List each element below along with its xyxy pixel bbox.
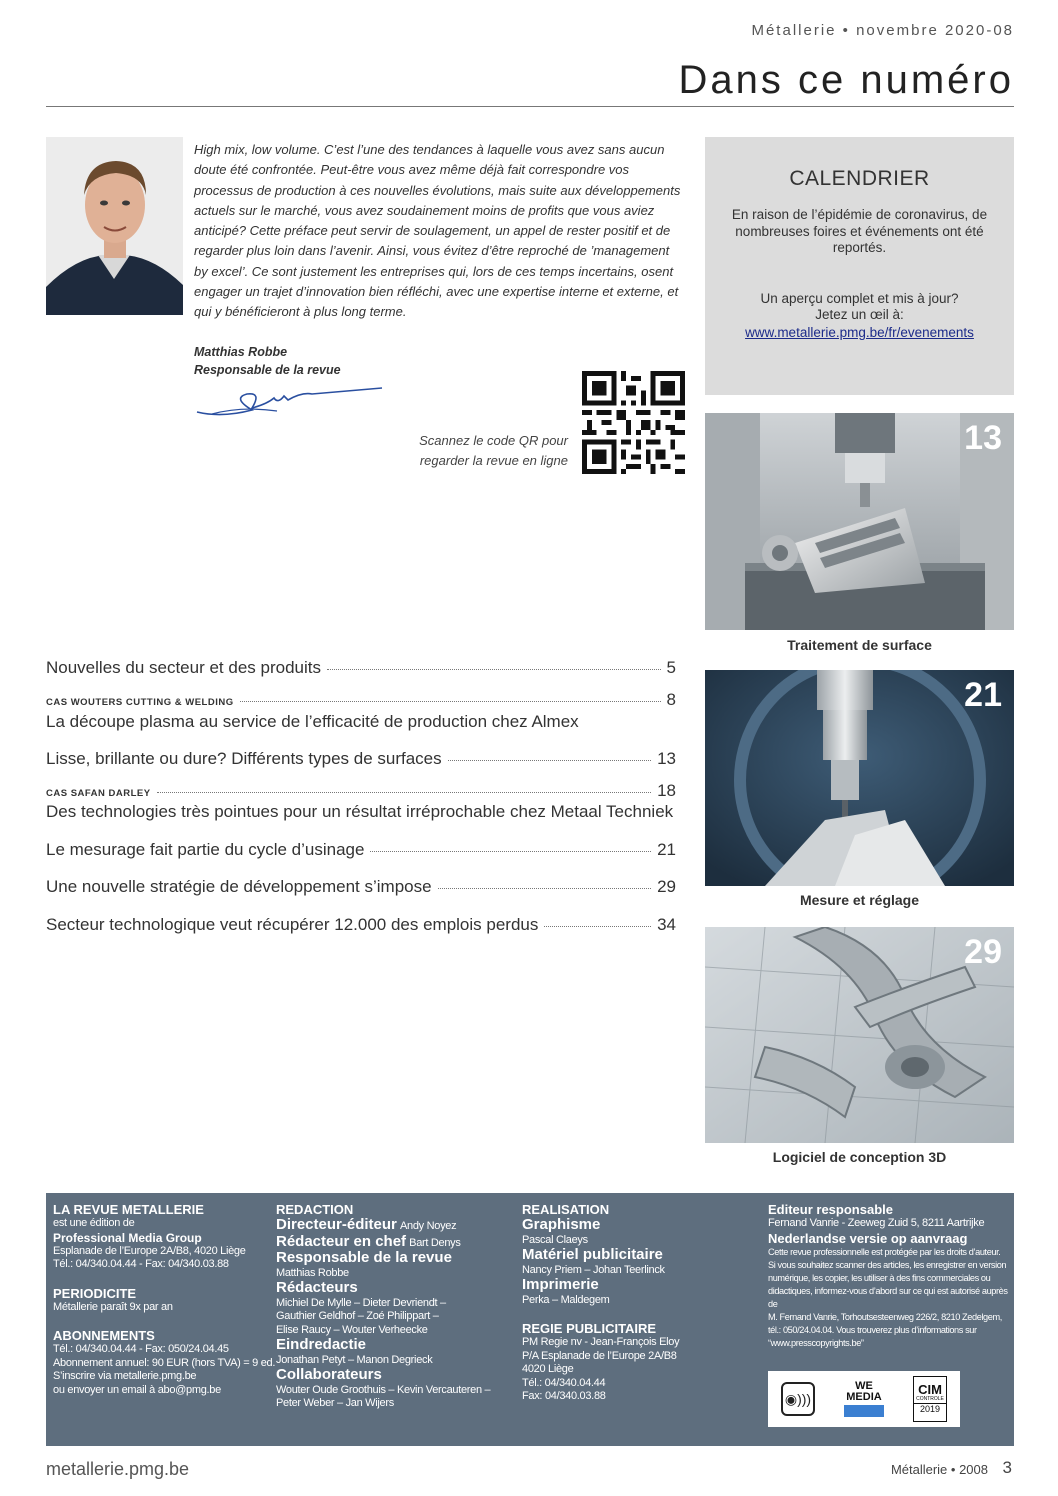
colophon-text: Tél.: 04/340.04.44 - Fax: 050/24.04.45	[53, 1343, 229, 1355]
issue-meta: Métallerie • novembre 2020-08	[751, 22, 1014, 39]
toc-item[interactable]	[46, 690, 676, 710]
toc-item[interactable]	[46, 915, 676, 935]
calendar-box	[705, 137, 1014, 395]
editorial-author	[194, 343, 341, 379]
colophon-text: Esplanade de l’Europe 2A/B8, 4020 Liège	[53, 1244, 246, 1257]
toc-item[interactable]	[46, 749, 676, 769]
toc-leader	[448, 760, 651, 761]
colophon-text: Si vous souhaitez scanner des articles, les enregistrer en version	[768, 1259, 1007, 1270]
colophon-text: P/A Esplanade de l’Europe 2A/B8	[522, 1349, 677, 1362]
title-divider	[46, 106, 1014, 107]
toc-item-subtitle[interactable]: Des technologies très pointues pour un résultat irréprochable chez Metaal Techniek	[46, 802, 674, 821]
toc-item-title: Secteur technologique veut récupérer 12.000 des emplois perdus	[46, 915, 539, 934]
photo-measurement	[705, 670, 1014, 886]
toc-leader	[370, 851, 651, 852]
colophon-text: Fernand Vanrie - Zeeweg Zuid 5, 8211 Aartrijke	[768, 1217, 985, 1229]
colophon-text: numérique, les copier, les utiliser à des fins commerciales ou	[768, 1272, 991, 1283]
cim-logo	[913, 1376, 947, 1422]
colophon-role: Responsable de la revue	[276, 1249, 452, 1266]
colophon-company: Professional Media Group	[53, 1230, 202, 1245]
calendar-text-update-2: Jetez un œil à:	[815, 307, 904, 322]
calendar-title: CALENDRIER	[789, 167, 930, 190]
toc-item-page: 8	[666, 690, 676, 709]
photo-3d-design	[705, 927, 1014, 1143]
colophon-heading: REALISATION	[522, 1202, 610, 1217]
colophon-redaction	[276, 1202, 516, 1411]
calendar-text: En raison de l’épidémie de coronavirus, de nombreuses foires et événements ont été reportés.	[731, 207, 988, 255]
toc-leader	[544, 926, 651, 927]
calendar-text-update	[705, 291, 1014, 324]
toc-item-page: 21	[657, 840, 676, 859]
we-media-logo-text: WE	[855, 1380, 873, 1392]
photo-caption-3d: Logiciel de conception 3D	[772, 1149, 947, 1165]
toc-leader	[240, 701, 661, 702]
colophon-text: Métallerie paraît 9x par an	[53, 1300, 173, 1313]
colophon-text: M. Fernand Vanrie, Torhoutsesteenweg 226/2, 8210 Zedelgem,	[768, 1311, 1002, 1322]
colophon-heading: PERIODICITE	[53, 1285, 137, 1301]
author-signature	[192, 384, 392, 429]
editorial-text: High mix, low volume. C’est l’une des tendances à laquelle vous avez sans aucun doute été confrontée. Peut-être vous avez même déjà fait correspondre vos processus de production à ces nouvelles évolutions, mais suite aux développements actuels sur le marché, vous avez soudainement moins de profits que vous aviez anticipé? Cette préface peut servir de soulagement, un appel de rester positif et de regarder plus loin dans l’avenir. Ainsi, vous évitez d’être reproché de ’management by excel’. Ce sont justement les entreprises qui, lors de ces temps incertains, osent engager un trajet d’innovation bien réfléchi, avec une expertise interne et externe, et qui y bénéficieront à plus long terme.	[194, 142, 681, 320]
page-title: Dans ce numéro	[678, 58, 1014, 102]
photo-caption-measurement: Mesure et réglage	[799, 892, 920, 908]
colophon-role: Matériel publicitaire	[522, 1246, 663, 1263]
toc-item-tag: CAS SAFAN DARLEY	[46, 788, 151, 799]
toc-item-page: 34	[657, 915, 676, 934]
author-portrait	[46, 137, 183, 315]
press-copyright-logo: ◉)))	[781, 1382, 815, 1416]
qr-code[interactable]	[582, 371, 685, 474]
photo-surface-treatment	[705, 413, 1014, 630]
toc-item-title: Lisse, brillante ou dure? Différents types de surfaces	[46, 749, 442, 768]
qr-caption	[360, 431, 568, 471]
colophon	[46, 1193, 1014, 1446]
toc-item[interactable]	[46, 840, 676, 860]
colophon-heading: REGIE PUBLICITAIRE	[522, 1321, 657, 1336]
colophon-text: PM Regie nv - Jean-François Eloy	[522, 1336, 680, 1348]
colophon-person: Michiel De Mylle – Dieter Devriendt –	[276, 1296, 446, 1309]
footer-magazine-name: Métallerie • 2008	[890, 1462, 988, 1477]
colophon-text: Abonnement annuel: 90 EUR (hors TVA) = 9 ed.	[53, 1356, 276, 1369]
cim-logo-text: CONTROLE	[916, 1396, 944, 1402]
qr-caption-line-2: regarder la revue en ligne	[419, 453, 568, 468]
cim-logo-text: CIM	[918, 1382, 942, 1397]
colophon-person: Nancy Priem – Johan Teerlinck	[522, 1263, 665, 1276]
author-name: Matthias Robbe	[194, 345, 288, 359]
colophon-heading: Editeur responsable	[768, 1202, 893, 1217]
colophon-role: Imprimerie	[522, 1276, 599, 1293]
colophon-text: “www.presscopyrights.be”	[768, 1337, 864, 1348]
toc-leader	[327, 669, 661, 670]
colophon-heading: LA REVUE METALLERIE	[53, 1202, 204, 1217]
colophon-legal	[768, 1202, 1008, 1350]
toc-item[interactable]	[46, 781, 676, 801]
calendar-text-update-1: Un aperçu complet et mis à jour?	[760, 290, 959, 306]
toc-item-page: 13	[657, 749, 676, 768]
colophon-text: Tél.: 04/340.04.44 - Fax: 04/340.03.88	[53, 1258, 229, 1270]
toc-item[interactable]	[46, 877, 676, 897]
photo-caption-surface: Traitement de surface	[787, 637, 932, 653]
colophon-role: Eindredactie	[276, 1336, 367, 1353]
colophon-person: Jonathan Petyt – Manon Degrieck	[276, 1353, 433, 1366]
colophon-person: Bart Denys	[409, 1236, 461, 1249]
toc-item-subtitle[interactable]: La découpe plasma au service de l’efficacité de production chez Almex	[46, 712, 579, 731]
colophon-heading: Nederlandse versie op aanvraag	[768, 1230, 968, 1246]
colophon-heading: ABONNEMENTS	[53, 1328, 155, 1343]
calendar-events-link[interactable]: www.metallerie.pmg.be/fr/evenements	[745, 324, 974, 340]
colophon-person: Wouter Oude Groothuis – Kevin Vercauteren –	[276, 1383, 491, 1396]
toc-leader	[157, 792, 651, 793]
colophon-role: Rédacteurs	[276, 1279, 358, 1296]
colophon-person: Pascal Claeys	[522, 1233, 588, 1246]
photo-page-number: 13	[964, 419, 1002, 457]
colophon-person: Elise Raucy – Wouter Verheecke	[276, 1323, 428, 1336]
colophon-text: Tél.: 04/340.04.44	[522, 1376, 606, 1389]
toc-item-page: 29	[657, 877, 676, 896]
colophon-heading: REDACTION	[276, 1202, 354, 1217]
we-media-logo-text: MEDIA	[846, 1391, 882, 1403]
toc-leader	[438, 888, 652, 889]
colophon-text: didactiques, informez-vous d’abord sur ce qui est autorisé auprès de	[768, 1285, 1008, 1309]
colophon-text: Fax: 04/340.03.88	[522, 1390, 606, 1402]
cim-logo-text: 2019	[914, 1403, 946, 1415]
photo-page-number: 29	[964, 933, 1002, 971]
toc-item-title: Nouvelles du secteur et des produits	[46, 658, 321, 677]
colophon-text: tél.: 050/24.04.04. Vous trouverez plus d’informations sur	[768, 1324, 977, 1335]
colophon-person: Perka – Maldegem	[522, 1293, 610, 1306]
photo-page-number: 21	[964, 676, 1002, 714]
toc-item-tag: CAS WOUTERS CUTTING & WELDING	[46, 697, 234, 708]
colophon-text: 4020 Liège	[522, 1363, 574, 1375]
colophon-role: Rédacteur en chef	[276, 1232, 407, 1250]
qr-caption-line-1: Scannez le code QR pour	[419, 433, 568, 448]
colophon-text: S’inscrire via metallerie.pmg.be	[53, 1370, 197, 1382]
toc-item-page: 18	[657, 781, 676, 800]
toc-item[interactable]	[46, 658, 676, 678]
certification-logos	[768, 1371, 960, 1427]
colophon-person: Peter Weber – Jan Wijers	[276, 1397, 394, 1409]
colophon-role: Collaborateurs	[276, 1366, 382, 1383]
toc-item-title: Le mesurage fait partie du cycle d’usinage	[46, 840, 365, 859]
website-link[interactable]: metallerie.pmg.be	[46, 1459, 190, 1479]
author-role: Responsable de la revue	[194, 363, 341, 377]
we-media-logo	[841, 1376, 887, 1422]
colophon-publisher	[53, 1202, 278, 1397]
colophon-text: ou envoyer un email à abo@pmg.be	[53, 1383, 221, 1396]
colophon-production	[522, 1202, 752, 1404]
colophon-text: Cette revue professionnelle est protégée par les droits d’auteur.	[768, 1246, 1001, 1257]
colophon-role: Directeur-éditeur	[276, 1216, 397, 1233]
toc-item-title: Une nouvelle stratégie de développement s’impose	[46, 877, 432, 896]
colophon-role: Graphisme	[522, 1216, 601, 1233]
colophon-text: est une édition de	[53, 1217, 135, 1229]
colophon-person: Matthias Robbe	[276, 1266, 349, 1279]
colophon-person: Gauthier Geldhof – Zoé Philippart –	[276, 1310, 439, 1322]
page-number: 3	[1002, 1458, 1012, 1477]
toc-item-page: 5	[666, 658, 676, 677]
colophon-person: Andy Noyez	[399, 1220, 457, 1232]
